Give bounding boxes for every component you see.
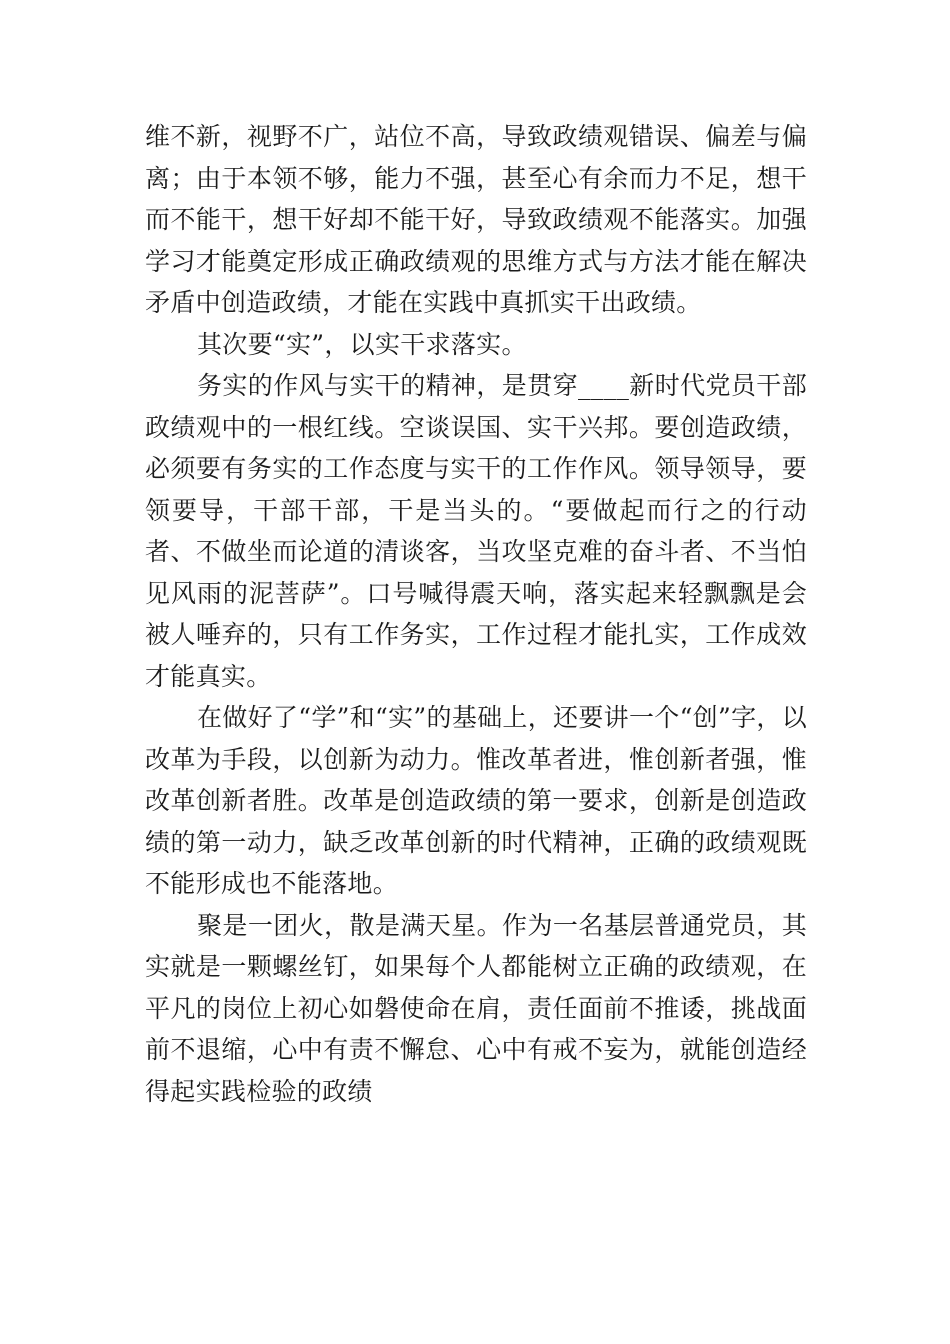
- document-body: [145, 116, 807, 1112]
- paragraph-5: 聚是一团火，散是满天星。作为一名基层普通党员，其实就是一颗螺丝钉，如果每个人都能树立正确的政绩观，在平凡的岗位上初心如磐使命在肩，责任面前不推诿，挑战面前不退缩，心中有责不懈怠、心中有戒不妄为，就能创造经得起实践检验的政绩: [145, 910, 807, 1106]
- paragraph-1: 维不新，视野不广，站位不高，导致政绩观错误、偏差与偏离；由于本领不够，能力不强，甚至心有余而力不足，想干而不能干，想干好却不能干好，导致政绩观不能落实。加强学习才能奠定形成正确政绩观的思维方式与方法才能在解决矛盾中创造政绩，才能在实践中真抓实干出政绩。: [145, 122, 807, 317]
- paragraph-4: 在做好了“学”和“实”的基础上，还要讲一个“创”字，以改革为手段，以创新为动力。惟改革者进，惟创新者强，惟改革创新者胜。改革是创造政绩的第一要求，创新是创造政绩的第一动力，缺乏改革创新的时代精神，正确的政绩观既不能形成也不能落地。: [145, 703, 807, 898]
- paragraph-3: 务实的作风与实干的精神，是贯穿____新时代党员干部政绩观中的一根红线。空谈误国、实干兴邦。要创造政绩，必须要有务实的工作态度与实干的工作作风。领导领导，要领要导，干部干部，干是当头的。“要做起而行之的行动者、不做坐而论道的清谈客，当攻坚克难的奋斗者、不当怕见风雨的泥菩萨”。口号喊得震天响，落实起来轻飘飘是会被人唾弃的，只有工作务实，工作过程才能扎实，工作成效才能真实。: [145, 371, 807, 691]
- paragraph-2: 其次要“实”，以实干求落实。: [197, 329, 527, 359]
